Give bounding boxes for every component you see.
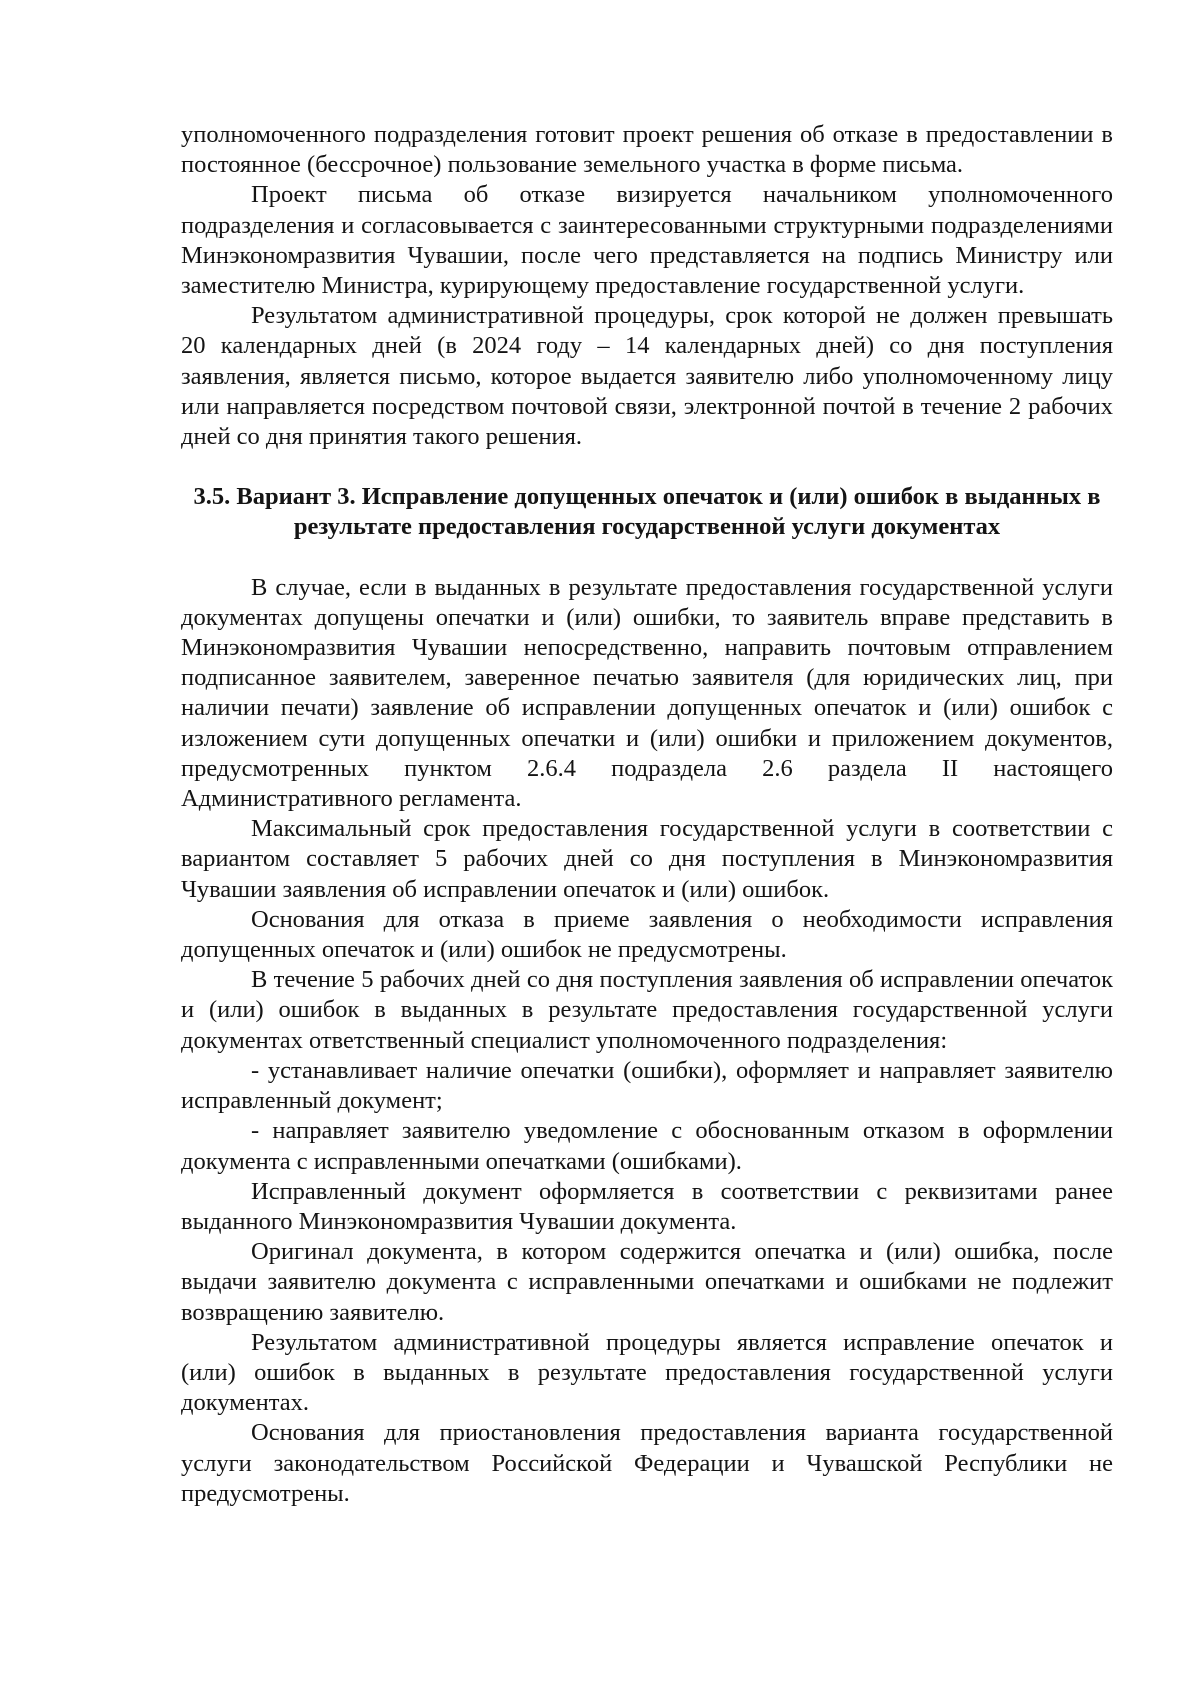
list-item-establish-error: - устанавливает наличие опечатки (ошибки), оформляет и направляет заявителю исправленный документ; bbox=[181, 1056, 1113, 1115]
section-heading: 3.5. Вариант 3. Исправление допущенных опечаток и (или) ошибок в выданных в результате предоставления государственной услуги документах bbox=[193, 483, 1101, 541]
paragraph-intro-continuation: уполномоченного подразделения готовит проект решения об отказе в предоставлении в постоянное (бессрочное) пользование земельного участка в форме письма. bbox=[181, 121, 1113, 179]
document-page bbox=[181, 120, 1113, 1509]
paragraph-specialist-actions: В течение 5 рабочих дней со дня поступления заявления об исправлении опечаток и (или) ошибок в выданных в результате предоставления государственной услуги документах ответственный специалист уполномоченного подразделения: bbox=[181, 966, 1113, 1054]
paragraph-max-term: Максимальный срок предоставления государственной услуги в соответствии с вариантом составляет 5 рабочих дней со дня поступления в Минэкономразвития Чувашии заявления об исправлении опечаток и (или) ошибок. bbox=[181, 815, 1113, 903]
list-item-send-refusal: - направляет заявителю уведомление с обоснованным отказом в оформлении документа с исправленными опечатками (ошибками). bbox=[181, 1117, 1113, 1175]
paragraph-corrected-document: Исправленный документ оформляется в соответствии с реквизитами ранее выданного Минэкономразвития Чувашии документа. bbox=[181, 1177, 1113, 1235]
paragraph-correction-request: В случае, если в выданных в результате предоставления государственной услуги документах допущены опечатки и (или) ошибки, то заявитель вправе представить в Минэкономразвития Чувашии непосредственно, направить почтовым отправлением подписанное заявителем, заверенное печатью заявителя (для юридических лиц, при наличии печати) заявление об исправлении допущенных опечаток и (или) ошибок с изложением сути допущенных опечатки и (или) ошибки и приложением документов, предусмотренных пунктом 2.6.4 подраздела 2.6 раздела II настоящего Административного регламента. bbox=[181, 573, 1113, 813]
paragraph-procedure-result: Результатом административной процедуры, срок которой не должен превышать 20 календарных дней (в 2024 году – 14 календарных дней) со дня поступления заявления, является письмо, которое выдается заявителю либо уполномоченному лицу или направляется посредством почтовой связи, электронной почтой в течение 2 рабочих дней со дня принятия такого решения. bbox=[181, 302, 1113, 451]
paragraph-draft-letter: Проект письма об отказе визируется начальником уполномоченного подразделения и согласовывается с заинтересованными структурными подразделениями Минэкономразвития Чувашии, после чего представляется на подпись Министру или заместителю Министра, курирующему предоставление государственной услуги. bbox=[181, 181, 1113, 300]
paragraph-original-document: Оригинал документа, в котором содержится опечатка и (или) ошибка, после выдачи заявителю документа с исправленными опечатками и ошибками не подлежит возвращению заявителю. bbox=[181, 1238, 1113, 1326]
paragraph-refusal-grounds: Основания для отказа в приеме заявления о необходимости исправления допущенных опечаток и (или) ошибок не предусмотрены. bbox=[181, 905, 1113, 964]
paragraph-suspension-grounds: Основания для приостановления предоставления варианта государственной услуги законодательством Российской Федерации и Чувашской Республики не предусмотрены. bbox=[181, 1419, 1113, 1507]
paragraph-correction-result: Результатом административной процедуры является исправление опечаток и (или) ошибок в выданных в результате предоставления государственной услуги документах. bbox=[181, 1328, 1113, 1417]
